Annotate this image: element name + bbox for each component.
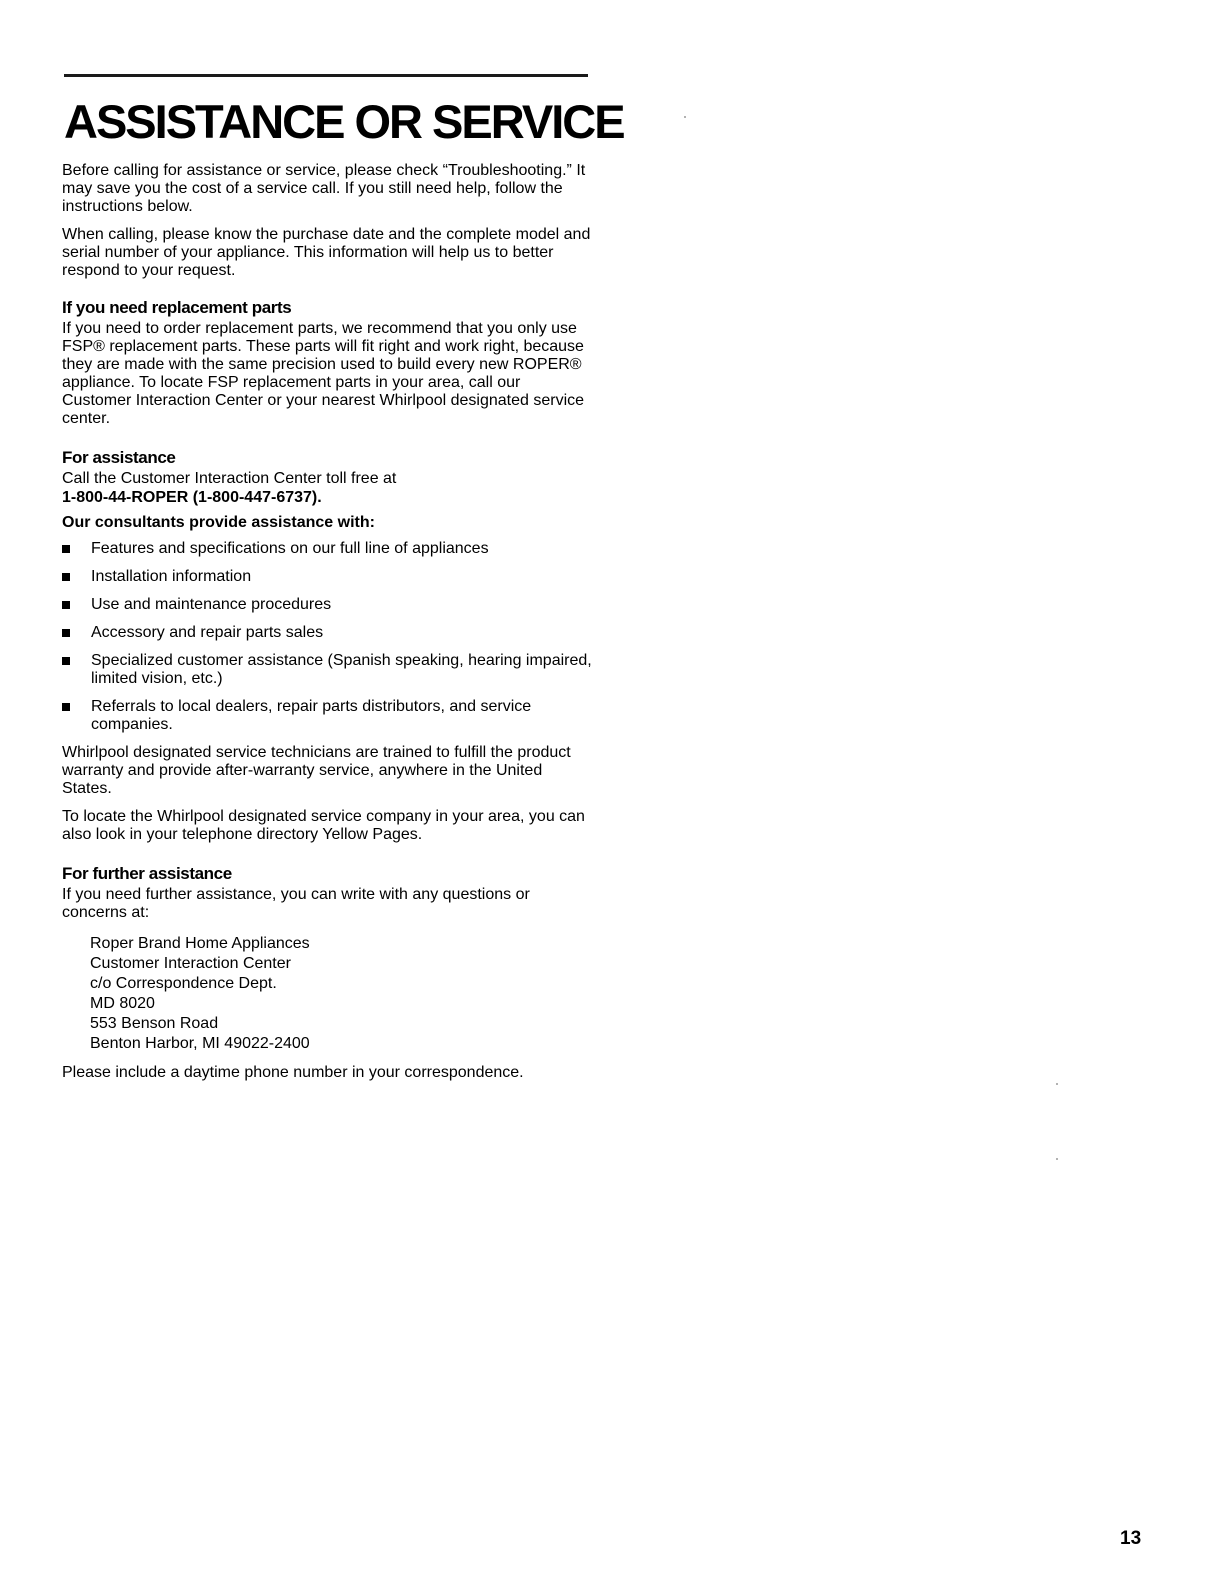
page-number: 13 [1120,1528,1142,1549]
list-item-text: Specialized customer assistance (Spanish speaking, hearing impaired, limited vision, etc.) [91,652,592,687]
list-item [62,568,592,586]
square-bullet-icon [62,629,70,637]
square-bullet-icon [62,545,70,553]
assistance-heading: For assistance [62,448,176,467]
address-line: 553 Benson Road [90,1015,219,1032]
address-line: MD 8020 [90,995,155,1012]
list-item [62,698,592,734]
list-item-text: Accessory and repair parts sales [91,624,324,641]
intro-paragraph-1: Before calling for assistance or service, please check “Troubleshooting.” It may save you the cost of a service call. If you still need help, follow the instructions below. [62,162,586,215]
locate-service-paragraph: To locate the Whirlpool designated service company in your area, you can also look in your telephone directory Yellow Pages. [62,808,585,843]
further-assistance-heading: For further assistance [62,864,232,883]
address-line: c/o Correspondence Dept. [90,975,277,992]
closing-note: Please include a daytime phone number in your correspondence. [62,1064,524,1081]
square-bullet-icon [62,573,70,581]
replacement-parts-heading: If you need replacement parts [62,298,292,317]
consultants-line: Our consultants provide assistance with: [62,514,375,531]
assistance-call-line: Call the Customer Interaction Center toll free at [62,470,397,487]
list-item-text: Use and maintenance procedures [91,596,332,613]
intro-paragraph-2: When calling, please know the purchase date and the complete model and serial number of your appliance. This information will help us to better respond to your request. [62,226,591,279]
mailing-address [90,934,592,1054]
list-item [62,540,592,558]
address-line: Customer Interaction Center [90,955,291,972]
square-bullet-icon [62,657,70,665]
list-item-text: Features and specifications on our full line of appliances [91,540,489,557]
list-item [62,652,592,688]
square-bullet-icon [62,601,70,609]
square-bullet-icon [62,703,70,711]
list-item [62,624,592,642]
list-item [62,596,592,614]
assistance-bullet-list [62,540,592,734]
assistance-phone-number: 1-800-44-ROPER (1-800-447-6737). [62,489,322,506]
scan-speck [1056,1158,1058,1160]
top-rule-divider [64,74,588,77]
technicians-paragraph: Whirlpool designated service technicians are trained to fulfill the product warranty and provide after-warranty service, anywhere in the United States. [62,744,571,797]
replacement-parts-body: If you need to order replacement parts, we recommend that you only use FSP® replacement parts. These parts will fit right and work right, because they are made with the same precision used to build every new ROPER® appliance. To locate FSP replacement parts in your area, call our Customer Interaction Center or your nearest Whirlpool designated service center. [62,320,585,427]
further-assistance-body: If you need further assistance, you can write with any questions or concerns at: [62,886,530,921]
page-content [62,95,624,1092]
scan-speck [684,116,686,118]
page-title: ASSISTANCE OR SERVICE [64,95,624,148]
list-item-text: Installation information [91,568,252,585]
list-item-text: Referrals to local dealers, repair parts distributors, and service companies. [91,698,532,733]
scan-speck [1056,1083,1058,1085]
address-line: Roper Brand Home Appliances [90,935,310,952]
address-line: Benton Harbor, MI 49022-2400 [90,1035,310,1052]
